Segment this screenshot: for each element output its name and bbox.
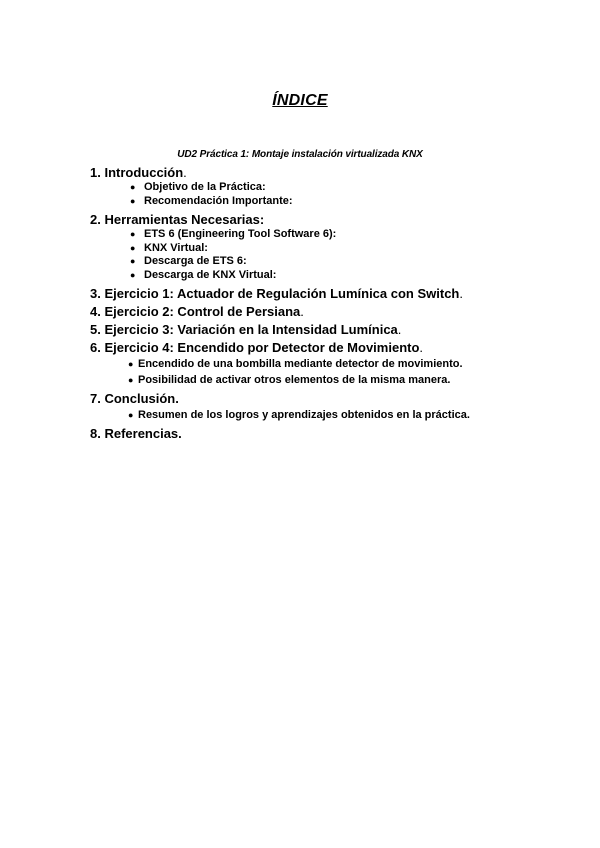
bullet-icon: ● bbox=[130, 195, 136, 206]
bullet-icon: ● bbox=[130, 182, 136, 192]
toc-section-8 bbox=[90, 425, 570, 442]
toc-section-label: 1. Introducción bbox=[90, 165, 184, 180]
bullet-icon: ● bbox=[130, 242, 136, 253]
toc-sublist-1 bbox=[90, 181, 570, 208]
toc-subitem: ● Encendido de una bombilla mediante detector de movimiento. bbox=[128, 358, 463, 370]
toc-sublist-6 bbox=[90, 356, 570, 388]
table-of-contents bbox=[90, 164, 570, 442]
toc-subitem: ● Posibilidad de activar otros elementos de la misma manera. bbox=[128, 374, 451, 386]
toc-section-3 bbox=[90, 285, 570, 302]
toc-section-trail: . bbox=[419, 340, 424, 355]
bullet-icon: ● bbox=[128, 359, 134, 369]
bullet-icon: ● bbox=[128, 410, 134, 420]
page-title: ÍNDICE bbox=[272, 92, 328, 109]
toc-section-label: 8. Referencias. bbox=[90, 426, 182, 441]
toc-section-trail: . bbox=[459, 286, 464, 301]
toc-section-4 bbox=[90, 303, 570, 320]
toc-section-6 bbox=[90, 339, 570, 356]
page-subtitle: UD2 Práctica 1: Montaje instalación virtualizada KNX bbox=[177, 149, 423, 160]
toc-section-trail: . bbox=[397, 322, 402, 337]
toc-subitem: ● Recomendación Importante: bbox=[130, 194, 293, 207]
toc-section-label: 5. Ejercicio 3: Variación en la Intensidad Lumínica bbox=[90, 322, 398, 337]
toc-section-trail: . bbox=[183, 165, 187, 180]
toc-subitem: ● Descarga de ETS 6: bbox=[130, 255, 247, 267]
bullet-icon: ● bbox=[130, 229, 136, 239]
toc-section-label: 3. Ejercicio 1: Actuador de Regulación Lumínica con Switch bbox=[90, 286, 460, 301]
toc-section-trail: . bbox=[300, 304, 304, 319]
toc-section-label: 2. Herramientas Necesarias: bbox=[90, 212, 265, 227]
toc-section-1 bbox=[90, 164, 570, 181]
toc-section-label: 6. Ejercicio 4: Encendido por Detector de Movimiento bbox=[90, 340, 420, 355]
toc-section-label: 7. Conclusión. bbox=[90, 391, 179, 406]
toc-section-label: 4. Ejercicio 2: Control de Persiana bbox=[90, 304, 301, 319]
toc-subitem: ● KNX Virtual: bbox=[130, 241, 208, 254]
bullet-icon: ● bbox=[128, 375, 134, 385]
toc-subitem: ● Descarga de KNX Virtual: bbox=[130, 268, 277, 281]
bullet-icon: ● bbox=[130, 256, 136, 266]
toc-sublist-2 bbox=[90, 228, 570, 282]
toc-section-2 bbox=[90, 211, 570, 228]
toc-sublist-7 bbox=[90, 407, 570, 423]
toc-section-7 bbox=[90, 390, 570, 407]
toc-subitem: ● Resumen de los logros y aprendizajes obtenidos en la práctica. bbox=[128, 409, 470, 421]
toc-subitem: ● Objetivo de la Práctica: bbox=[130, 181, 266, 193]
bullet-icon: ● bbox=[130, 269, 136, 280]
toc-section-5 bbox=[90, 321, 570, 338]
toc-subitem: ● ETS 6 (Engineering Tool Software 6): bbox=[130, 228, 337, 240]
